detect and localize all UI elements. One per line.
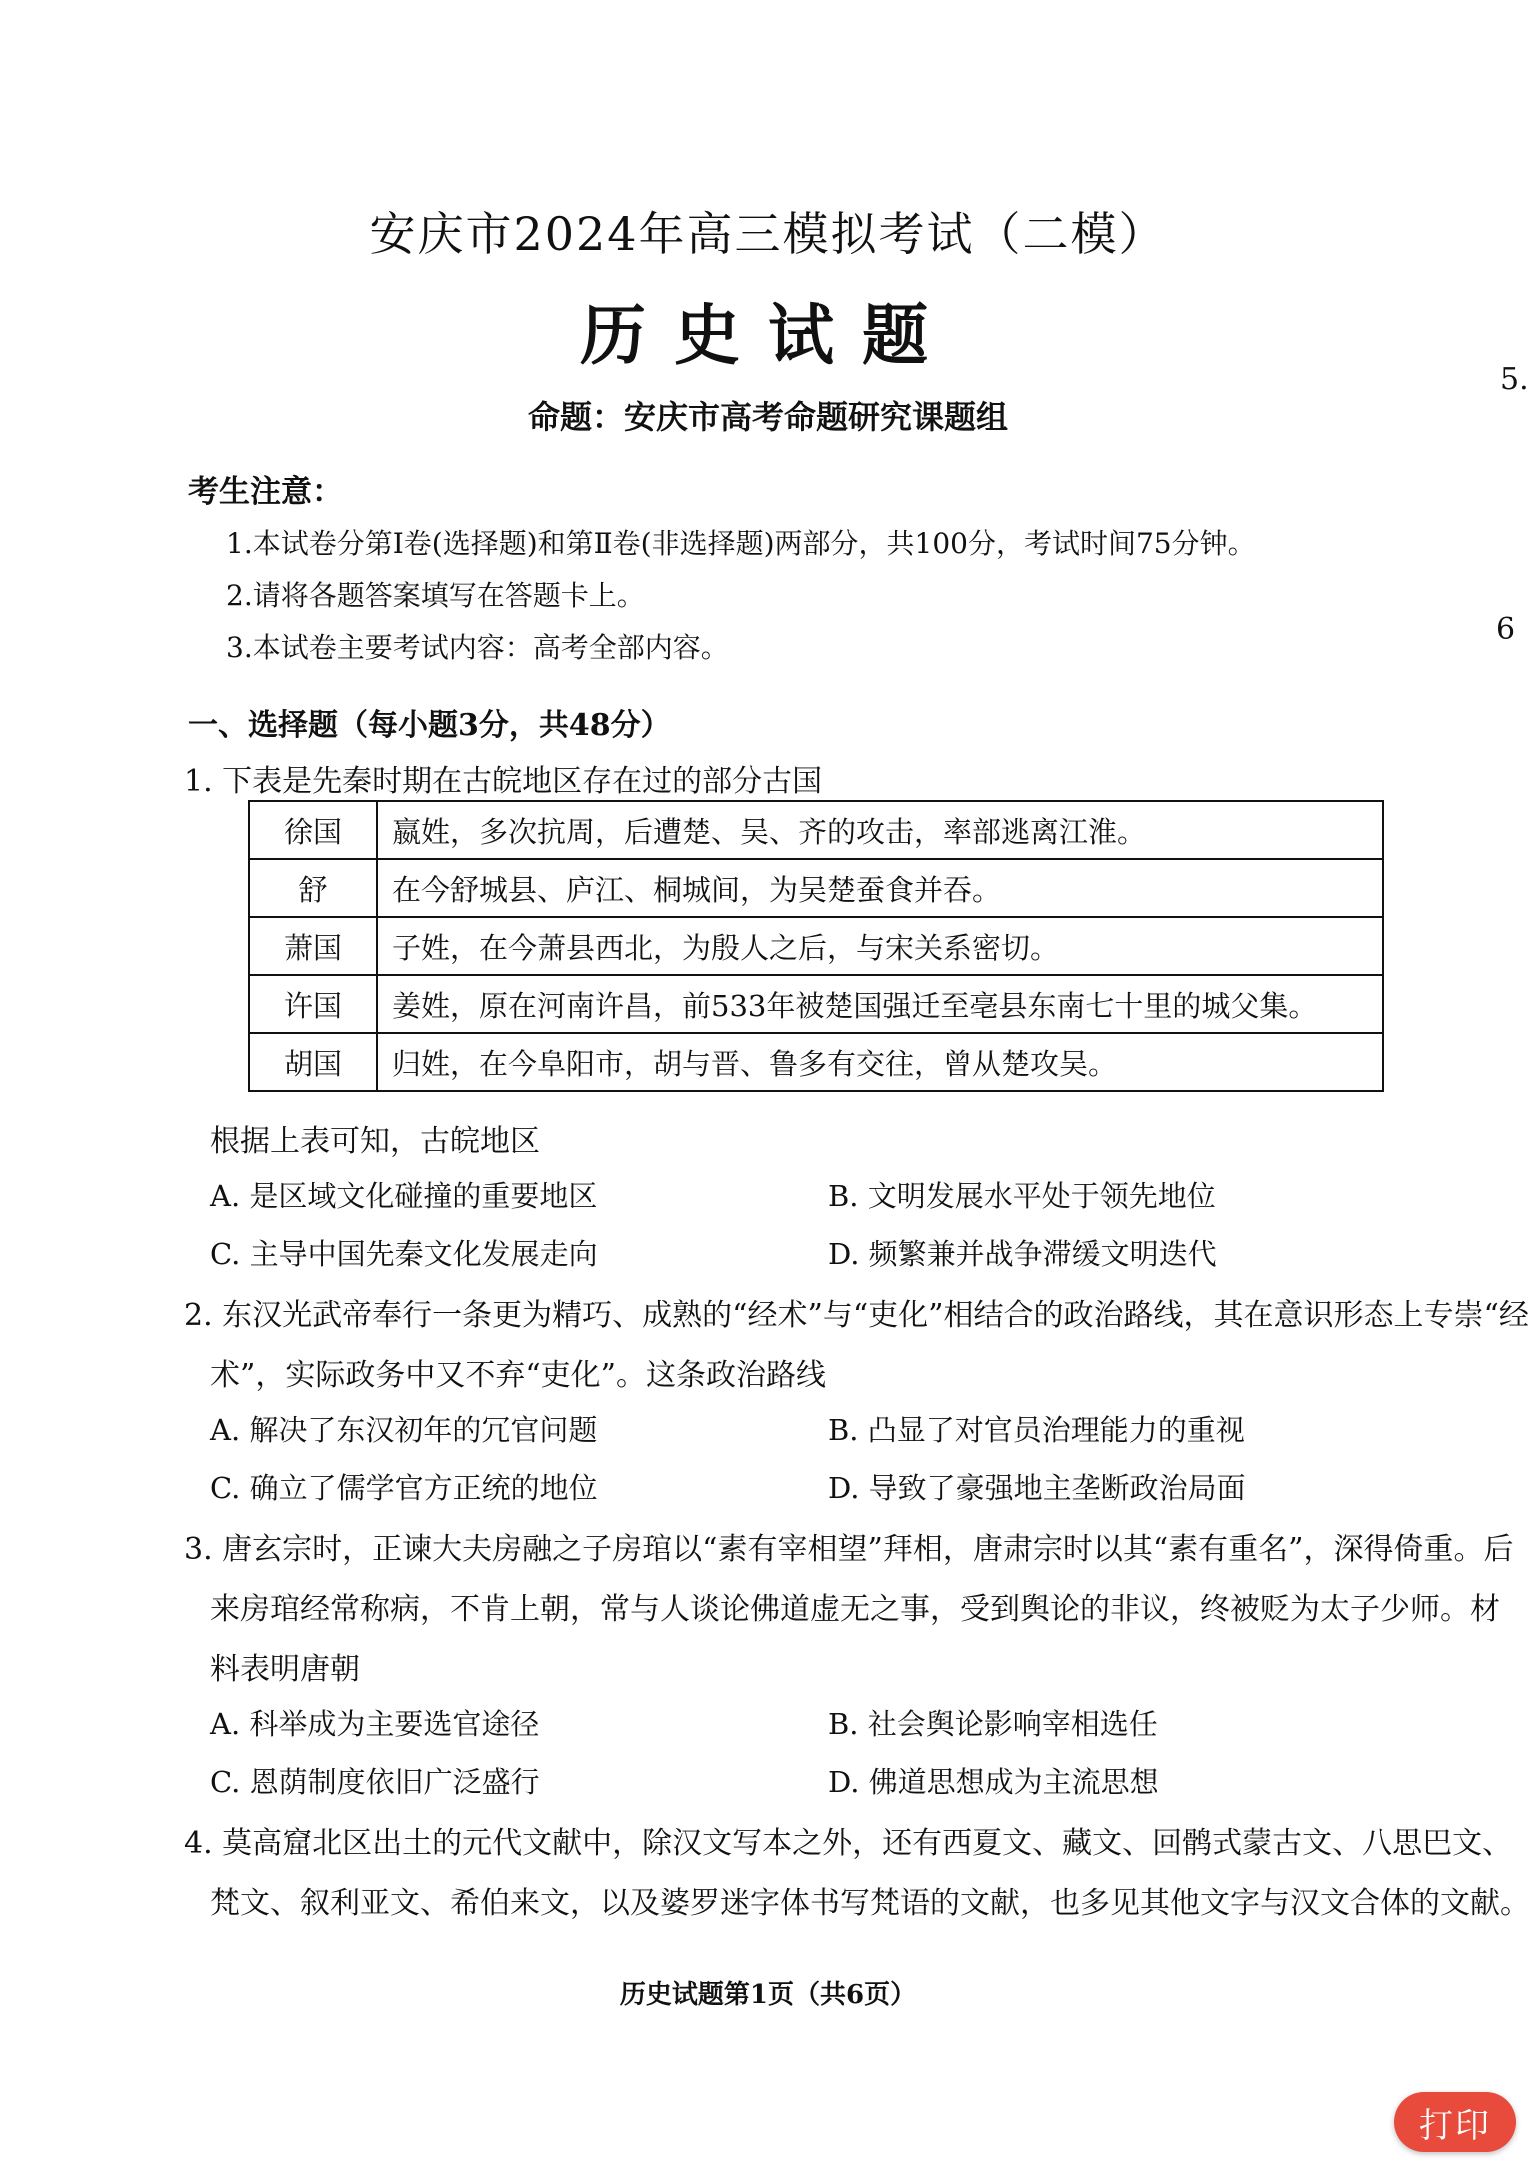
table-cell-name: 许国	[249, 975, 377, 1033]
notice-item: 1.本试卷分第Ⅰ卷(选择题)和第Ⅱ卷(非选择题)两部分，共100分，考试时间75分钟。	[226, 527, 1256, 560]
edge-mark: 5.	[1500, 362, 1529, 397]
option-c: C. 确立了儒学官方正统的地位	[210, 1471, 598, 1505]
notice-item: 2.请将各题答案填写在答题卡上。	[226, 579, 645, 612]
question-stem: 术”，实际政务中又不弃“吏化”。这条政治路线	[210, 1358, 827, 1393]
notice-item: 3.本试卷主要考试内容：高考全部内容。	[226, 631, 729, 664]
table-row	[249, 801, 1383, 859]
ancient-states-table	[248, 800, 1384, 1092]
table-cell-name: 胡国	[249, 1033, 377, 1091]
question-stem: 2. 东汉光武帝奉行一条更为精巧、成熟的“经术”与“吏化”相结合的政治路线，其在意识形态上专崇“经	[184, 1298, 1529, 1333]
table-cell-name: 徐国	[249, 801, 377, 859]
option-a: A. 是区域文化碰撞的重要地区	[210, 1179, 598, 1213]
section-title: 一、选择题（每小题3分，共48分）	[188, 708, 671, 743]
option-c: C. 主导中国先秦文化发展走向	[210, 1237, 598, 1271]
question-stem: 1. 下表是先秦时期在古皖地区存在过的部分古国	[184, 764, 823, 799]
option-b: B. 社会舆论影响宰相选任	[828, 1707, 1158, 1741]
option-d: D. 频繁兼并战争滞缓文明迭代	[828, 1237, 1217, 1271]
table-cell-name: 舒	[249, 859, 377, 917]
option-c: C. 恩荫制度依旧广泛盛行	[210, 1765, 540, 1799]
option-b: B. 凸显了对官员治理能力的重视	[828, 1413, 1245, 1447]
table-row	[249, 859, 1383, 917]
table-row	[249, 917, 1383, 975]
page-footer: 历史试题第1页（共6页）	[619, 1980, 917, 2010]
table-cell-desc: 姜姓，原在河南许昌，前533年被楚国强迁至亳县东南七十里的城父集。	[377, 975, 1383, 1033]
option-a: A. 科举成为主要选官途径	[210, 1707, 540, 1741]
exam-title: 安庆市2024年高三模拟考试（二模）	[369, 207, 1167, 261]
author-line: 命题：安庆市高考命题研究课题组	[527, 398, 1008, 436]
question-stem: 3. 唐玄宗时，正谏大夫房融之子房琯以“素有宰相望”拜相，唐肃宗时以其“素有重名”，深得倚重。后	[184, 1532, 1514, 1567]
question-lead: 根据上表可知，古皖地区	[210, 1124, 540, 1159]
notice-title: 考生注意：	[188, 474, 343, 510]
subject-title: 历史试题	[580, 296, 956, 374]
table-row	[249, 1033, 1383, 1091]
table-cell-desc: 归姓，在今阜阳市，胡与晋、鲁多有交往，曾从楚攻吴。	[377, 1033, 1383, 1091]
print-button[interactable]: 打印	[1394, 2092, 1516, 2152]
option-d: D. 导致了豪强地主垄断政治局面	[828, 1471, 1246, 1505]
question-stem: 料表明唐朝	[210, 1652, 360, 1687]
option-d: D. 佛道思想成为主流思想	[828, 1765, 1159, 1799]
option-b: B. 文明发展水平处于领先地位	[828, 1179, 1216, 1213]
option-a: A. 解决了东汉初年的冗官问题	[210, 1413, 598, 1447]
table-cell-desc: 子姓，在今萧县西北，为殷人之后，与宋关系密切。	[377, 917, 1383, 975]
table-cell-desc: 在今舒城县、庐江、桐城间，为吴楚蚕食并吞。	[377, 859, 1383, 917]
question-stem: 梵文、叙利亚文、希伯来文，以及婆罗迷字体书写梵语的文献，也多见其他文字与汉文合体的文献。	[210, 1886, 1530, 1921]
table-row	[249, 975, 1383, 1033]
question-stem: 4. 莫高窟北区出土的元代文献中，除汉文写本之外，还有西夏文、藏文、回鹘式蒙古文、八思巴文、	[184, 1826, 1513, 1861]
edge-mark: 6	[1496, 612, 1516, 647]
question-stem: 来房琯经常称病，不肯上朝，常与人谈论佛道虚无之事，受到舆论的非议，终被贬为太子少师。材	[210, 1592, 1500, 1627]
table-cell-name: 萧国	[249, 917, 377, 975]
table-cell-desc: 嬴姓，多次抗周，后遭楚、吴、齐的攻击，率部逃离江淮。	[377, 801, 1383, 859]
